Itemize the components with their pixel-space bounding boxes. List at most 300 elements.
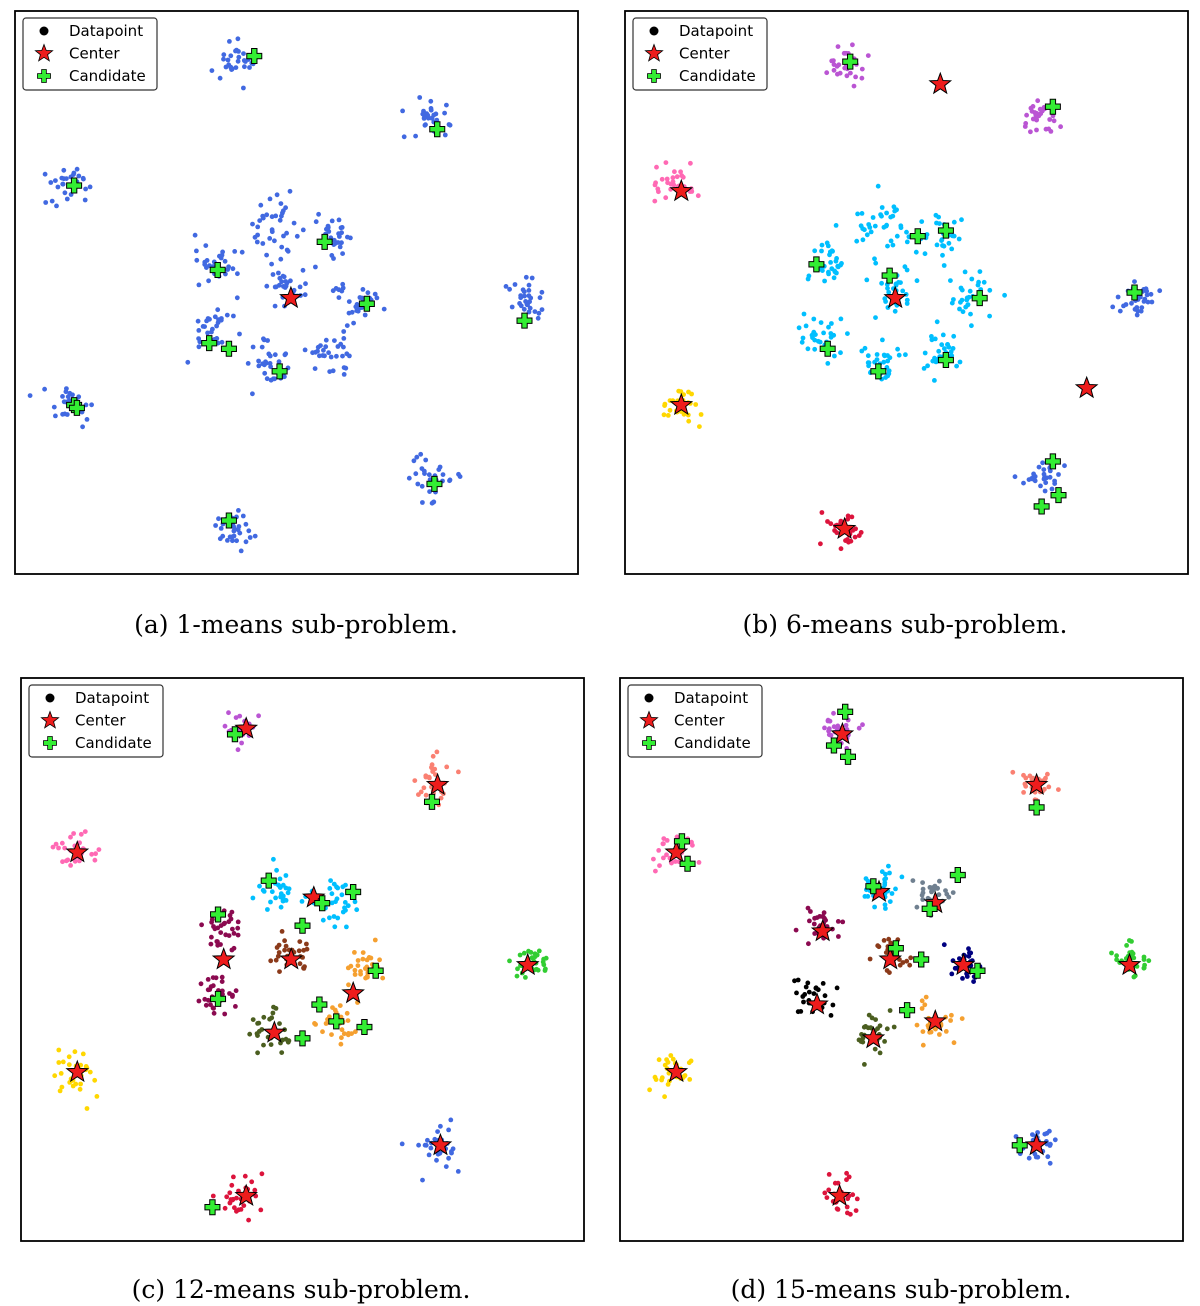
datapoint-12 [800,340,805,345]
datapoint-10 [230,994,235,999]
datapoint-10 [220,979,225,984]
datapoint-5 [424,1143,429,1148]
datapoint-10 [864,278,869,283]
datapoint-5 [662,403,667,408]
legend-candidate-label: Candidate [674,734,751,752]
datapoint-12 [825,361,830,366]
datapoint-14 [274,1006,279,1011]
datapoint-12 [361,950,366,955]
datapoint-8 [911,878,916,883]
candidate-marker [972,291,987,306]
datapoint-7 [260,241,265,246]
panel-c [21,678,584,1304]
datapoint-8 [949,247,954,252]
datapoint-10 [877,944,882,949]
datapoint-10 [197,999,202,1004]
datapoint-5 [458,474,463,479]
datapoint-9 [209,942,214,947]
datapoint-2 [663,195,668,200]
datapoint-13 [283,351,288,356]
datapoint-3 [1110,305,1115,310]
datapoint-14 [921,1043,926,1048]
datapoint-14 [310,350,315,355]
datapoint-7 [884,211,889,216]
datapoint-7 [890,891,895,896]
datapoint-7 [863,894,868,899]
datapoint-7 [854,239,859,244]
center-marker [863,1027,884,1047]
datapoint-4 [60,412,65,417]
candidate-marker [205,1200,220,1215]
datapoint-8 [332,924,337,929]
datapoint-13 [340,1027,345,1032]
datapoint-0 [88,185,93,190]
datapoint-8 [314,219,319,224]
datapoint-3 [536,316,541,321]
datapoint-1 [234,65,239,70]
datapoint-0 [836,44,841,49]
datapoint-7 [900,875,905,880]
datapoint-4 [81,1052,86,1057]
datapoint-0 [845,73,850,78]
datapoint-5 [425,1138,430,1143]
datapoint-9 [834,256,839,261]
legend-datapoint-icon [46,694,55,703]
datapoint-4 [78,1082,83,1087]
datapoint-6 [237,531,242,536]
datapoint-4 [668,1053,673,1058]
datapoint-0 [860,722,865,727]
datapoint-7 [279,891,284,896]
datapoint-10 [282,274,287,279]
datapoint-2 [678,169,683,174]
datapoint-9 [194,249,199,254]
datapoint-8 [337,218,342,223]
datapoint-4 [660,1075,665,1080]
datapoint-3 [522,289,527,294]
datapoint-3 [533,309,538,314]
datapoint-10 [303,281,308,286]
datapoint-5 [1047,1129,1052,1134]
datapoint-7 [286,890,291,895]
datapoint-3 [541,960,546,965]
datapoint-14 [915,1023,920,1028]
datapoint-13 [881,360,886,365]
datapoint-6 [246,1218,251,1223]
datapoint-14 [954,364,959,369]
datapoint-2 [56,846,61,851]
candidate-marker [841,749,856,764]
candidate-marker [67,178,82,193]
datapoint-10 [900,289,905,294]
legend-center-label: Center [674,711,725,730]
datapoint-11 [960,976,965,981]
datapoint-7 [258,203,263,208]
panel-a-frame [15,11,578,574]
datapoint-3 [524,275,529,280]
datapoint-9 [822,279,827,284]
datapoint-8 [959,217,964,222]
datapoint-0 [832,68,837,73]
datapoint-4 [664,1057,669,1062]
datapoint-0 [83,198,88,203]
datapoint-0 [50,199,55,204]
candidate-marker [346,884,361,899]
datapoint-8 [321,918,326,923]
datapoint-3 [543,968,548,973]
datapoint-11 [968,951,973,956]
datapoint-1 [1058,124,1063,129]
datapoint-2 [660,177,665,182]
center-marker [930,73,951,93]
datapoint-2 [672,169,677,174]
datapoint-11 [949,972,954,977]
datapoint-7 [905,240,910,245]
datapoint-13 [260,345,265,350]
datapoint-1 [228,65,233,70]
datapoint-10 [212,1011,217,1016]
datapoint-10 [283,279,288,284]
datapoint-3 [535,953,540,958]
datapoint-14 [936,349,941,354]
datapoint-6 [827,1172,832,1177]
panel-d-points [647,704,1151,1216]
datapoint-7 [279,245,284,250]
datapoint-4 [85,417,90,422]
datapoint-8 [340,251,345,256]
legend-center-label: Center [75,711,126,730]
datapoint-9 [822,910,827,915]
datapoint-3 [523,975,528,980]
datapoint-6 [849,539,854,544]
datapoint-4 [662,1094,667,1099]
datapoint-10 [301,268,306,273]
datapoint-11 [971,979,976,984]
datapoint-13 [324,1021,329,1026]
datapoint-11 [282,948,287,953]
datapoint-1 [444,765,449,770]
datapoint-11 [356,309,361,314]
datapoint-10 [873,315,878,320]
datapoint-6 [839,546,844,551]
datapoint-9 [836,934,841,939]
datapoint-7 [887,871,892,876]
datapoint-14 [342,372,347,377]
legend-datapoint-label: Datapoint [674,689,749,707]
datapoint-2 [442,111,447,116]
panel-b-caption: (b) 6-means sub-problem. [742,610,1068,639]
legend-datapoint-label: Datapoint [75,689,150,707]
datapoint-9 [214,939,219,944]
datapoint-8 [313,265,318,270]
datapoint-1 [1021,790,1026,795]
datapoint-8 [957,237,962,242]
datapoint-14 [303,348,308,353]
legend-center-label: Center [69,44,120,63]
datapoint-2 [413,134,418,139]
datapoint-2 [448,123,453,128]
datapoint-4 [42,387,47,392]
datapoint-9 [232,946,237,951]
datapoint-12 [346,966,351,971]
datapoint-9 [235,271,240,276]
datapoint-0 [59,176,64,181]
datapoint-9 [218,942,223,947]
datapoint-12 [197,344,202,349]
datapoint-6 [231,1197,236,1202]
datapoint-1 [1028,129,1033,134]
datapoint-8 [340,884,345,889]
datapoint-1 [424,793,429,798]
datapoint-12 [363,966,368,971]
datapoint-7 [255,233,260,238]
datapoint-7 [880,205,885,210]
datapoint-8 [339,240,344,245]
datapoint-9 [794,928,799,933]
datapoint-14 [322,353,327,358]
datapoint-13 [250,391,255,396]
datapoint-6 [844,1171,849,1176]
datapoint-8 [327,915,332,920]
datapoint-14 [269,1015,274,1020]
datapoint-7 [862,227,867,232]
datapoint-7 [255,240,260,245]
datapoint-9 [819,249,824,254]
panel-c-points [51,710,549,1222]
datapoint-3 [1142,963,1147,968]
datapoint-12 [185,360,190,365]
datapoint-1 [247,65,252,70]
datapoint-0 [43,172,48,177]
datapoint-0 [239,741,244,746]
datapoint-2 [665,180,670,185]
datapoint-0 [827,726,832,731]
datapoint-13 [342,1031,347,1036]
datapoint-5 [446,1156,451,1161]
datapoint-12 [205,331,210,336]
datapoint-8 [934,221,939,226]
datapoint-0 [83,187,88,192]
datapoint-13 [266,352,271,357]
datapoint-7 [859,223,864,228]
datapoint-13 [262,371,267,376]
datapoint-2 [681,175,686,180]
datapoint-4 [653,1075,658,1080]
datapoint-0 [835,724,840,729]
datapoint-0 [56,185,61,190]
datapoint-6 [818,541,823,546]
datapoint-4 [80,424,85,429]
datapoint-0 [860,76,865,81]
datapoint-4 [28,393,33,398]
datapoint-9 [197,283,202,288]
panel-a-caption: (a) 1-means sub-problem. [134,610,458,639]
datapoint-13 [880,338,885,343]
datapoint-2 [673,859,678,864]
datapoint-5 [679,389,684,394]
datapoint-14 [944,1029,949,1034]
datapoint-14 [329,355,334,360]
datapoint-3 [1142,955,1147,960]
datapoint-11 [935,319,940,324]
datapoint-8 [330,219,335,224]
panel-d-legend [628,685,762,757]
datapoint-0 [827,732,832,737]
datapoint-4 [59,1071,64,1076]
datapoint-9 [229,917,234,922]
datapoint-3 [1127,938,1132,943]
datapoint-12 [353,972,358,977]
datapoint-8 [344,925,349,930]
datapoint-12 [805,981,810,986]
panel-a [15,11,578,639]
datapoint-9 [231,266,236,271]
datapoint-1 [241,51,246,56]
datapoint-5 [432,1137,437,1142]
datapoint-9 [235,295,240,300]
datapoint-3 [1132,279,1137,284]
datapoint-7 [871,215,876,220]
datapoint-11 [968,312,973,317]
datapoint-8 [934,213,939,218]
datapoint-0 [65,197,70,202]
datapoint-8 [353,899,358,904]
datapoint-10 [905,301,910,306]
datapoint-13 [246,361,251,366]
datapoint-14 [948,1018,953,1023]
datapoint-1 [1035,98,1040,103]
datapoint-11 [963,305,968,310]
datapoint-3 [504,284,509,289]
datapoint-7 [891,243,896,248]
datapoint-9 [806,941,811,946]
datapoint-10 [207,987,212,992]
datapoint-4 [1043,489,1048,494]
center-marker [343,982,364,1002]
datapoint-0 [850,42,855,47]
datapoint-8 [324,227,329,232]
datapoint-11 [358,295,363,300]
datapoint-8 [947,241,952,246]
datapoint-9 [806,277,811,282]
datapoint-1 [1010,770,1015,775]
datapoint-0 [836,62,841,67]
datapoint-12 [801,336,806,341]
datapoint-3 [1149,292,1154,297]
datapoint-1 [1038,111,1043,116]
datapoint-4 [56,1060,61,1065]
datapoint-4 [1042,477,1047,482]
datapoint-10 [915,278,920,283]
datapoint-2 [665,838,670,843]
datapoint-11 [298,961,303,966]
datapoint-11 [275,945,280,950]
datapoint-4 [67,1062,72,1067]
datapoint-11 [347,311,352,316]
datapoint-13 [265,338,270,343]
datapoint-7 [271,857,276,862]
datapoint-9 [236,933,241,938]
datapoint-4 [1038,484,1043,489]
candidate-marker [312,997,327,1012]
datapoint-12 [807,990,812,995]
datapoint-4 [647,1087,652,1092]
datapoint-3 [527,283,532,288]
datapoint-14 [341,329,346,334]
datapoint-7 [284,231,289,236]
datapoint-5 [407,476,412,481]
datapoint-7 [250,222,255,227]
datapoint-12 [352,950,357,955]
datapoint-8 [928,885,933,890]
datapoint-4 [657,1057,662,1062]
datapoint-14 [343,366,348,371]
datapoint-6 [260,1171,265,1176]
datapoint-5 [693,402,698,407]
datapoint-10 [276,271,281,276]
datapoint-4 [95,1094,100,1099]
datapoint-7 [278,257,283,262]
datapoint-8 [341,910,346,915]
datapoint-9 [826,244,831,249]
datapoint-5 [422,471,427,476]
datapoint-14 [261,1015,266,1020]
datapoint-12 [369,956,374,961]
datapoint-7 [300,899,305,904]
datapoint-8 [340,892,345,897]
datapoint-1 [435,750,440,755]
datapoint-3 [527,288,532,293]
datapoint-12 [832,354,837,359]
datapoint-6 [234,538,239,543]
datapoint-5 [438,1124,443,1129]
datapoint-8 [942,244,947,249]
datapoint-12 [802,312,807,317]
datapoint-9 [206,278,211,283]
datapoint-5 [430,501,435,506]
datapoint-2 [664,160,669,165]
datapoint-8 [331,256,336,261]
datapoint-12 [358,969,363,974]
datapoint-13 [273,352,278,357]
datapoint-9 [820,243,825,248]
datapoint-10 [199,981,204,986]
datapoint-8 [937,879,942,884]
datapoint-7 [280,211,285,216]
datapoint-5 [686,390,691,395]
datapoint-2 [443,133,448,138]
datapoint-8 [339,225,344,230]
datapoint-10 [298,285,303,290]
datapoint-9 [199,922,204,927]
datapoint-5 [1053,1137,1058,1142]
datapoint-5 [441,472,446,477]
datapoint-13 [261,336,266,341]
datapoint-12 [828,331,833,336]
datapoint-4 [1013,474,1018,479]
datapoint-12 [794,991,799,996]
datapoint-12 [216,320,221,325]
datapoint-5 [420,1178,425,1183]
datapoint-3 [528,306,533,311]
datapoint-0 [43,200,48,205]
datapoint-2 [62,846,67,851]
datapoint-4 [78,1087,83,1092]
datapoint-1 [419,790,424,795]
datapoint-12 [215,307,220,312]
datapoint-11 [964,298,969,303]
datapoint-14 [920,998,925,1003]
